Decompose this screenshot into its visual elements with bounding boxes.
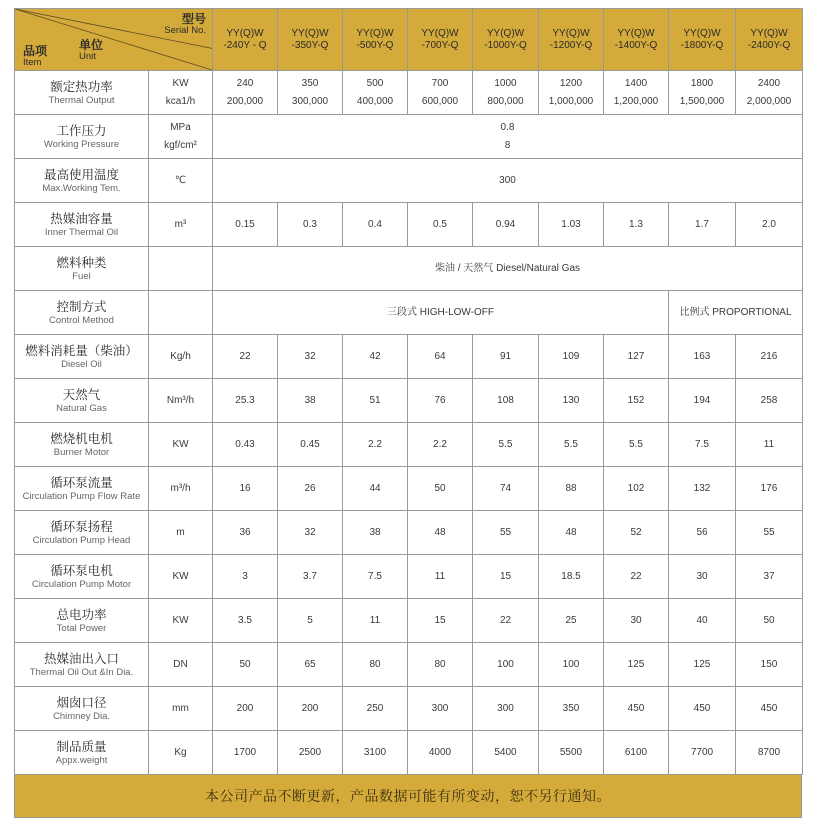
unit-cell: KW xyxy=(149,599,213,643)
value-cell: 32 xyxy=(278,511,343,555)
value-cell: 300 xyxy=(473,687,539,731)
spec-row xyxy=(15,379,803,423)
value-cell: 26 xyxy=(278,467,343,511)
value-cell: 44 xyxy=(343,467,408,511)
value-cell: 36 xyxy=(213,511,278,555)
value-cell: 48 xyxy=(539,511,604,555)
value-cell: 55 xyxy=(473,511,539,555)
unit-cell: m³/h xyxy=(149,467,213,511)
value-cell: 6100 xyxy=(604,731,669,775)
value-cell: 240 200,000 xyxy=(213,71,278,115)
model-header-7: YY(Q)W -1400Y-Q xyxy=(604,9,669,71)
model-header-8: YY(Q)W -1800Y-Q xyxy=(669,9,736,71)
value-cell: 250 xyxy=(343,687,408,731)
item-name-cell: 热媒油出入口 Thermal Oil Out &In Dia. xyxy=(15,643,149,687)
value-cell: 100 xyxy=(539,643,604,687)
unit-cell: mm xyxy=(149,687,213,731)
value-cell: 32 xyxy=(278,335,343,379)
value-cell: 2500 xyxy=(278,731,343,775)
header-row xyxy=(15,9,803,71)
value-cell: 500 400,000 xyxy=(343,71,408,115)
value-cell: 91 xyxy=(473,335,539,379)
value-cell: 1.7 xyxy=(669,203,736,247)
value-cell: 350 300,000 xyxy=(278,71,343,115)
value-cell: 5400 xyxy=(473,731,539,775)
value-cell: 132 xyxy=(669,467,736,511)
value-cell: 125 xyxy=(604,643,669,687)
value-cell: 25 xyxy=(539,599,604,643)
value-cell: 7.5 xyxy=(343,555,408,599)
value-cell: 216 xyxy=(736,335,803,379)
value-cell: 38 xyxy=(343,511,408,555)
value-cell: 5 xyxy=(278,599,343,643)
value-cell: 300 xyxy=(408,687,473,731)
value-cell: 194 xyxy=(669,379,736,423)
merged-value-cell: 柴油 / 天然气 Diesel/Natural Gas xyxy=(213,247,803,291)
value-cell: 1.03 xyxy=(539,203,604,247)
item-name-cell: 额定热功率 Thermal Output xyxy=(15,71,149,115)
model-header-9: YY(Q)W -2400Y-Q xyxy=(736,9,803,71)
spec-row xyxy=(15,71,803,115)
value-cell: 16 xyxy=(213,467,278,511)
spec-row xyxy=(15,687,803,731)
item-name-cell: 燃料消耗量（柴油） Diesel Oil xyxy=(15,335,149,379)
item-name-cell: 天然气 Natural Gas xyxy=(15,379,149,423)
item-name-cell: 燃烧机电机 Burner Motor xyxy=(15,423,149,467)
value-cell: 130 xyxy=(539,379,604,423)
value-cell: 0.3 xyxy=(278,203,343,247)
value-cell: 5500 xyxy=(539,731,604,775)
footer-notice: 本公司产品不断更新，产品数据可能有所变动，恕不另行通知。 xyxy=(14,774,802,818)
spec-row xyxy=(15,643,803,687)
model-header-4: YY(Q)W -700Y-Q xyxy=(408,9,473,71)
value-cell: 102 xyxy=(604,467,669,511)
unit-cell xyxy=(149,247,213,291)
unit-cell: Nm³/h xyxy=(149,379,213,423)
value-cell: 2.0 xyxy=(736,203,803,247)
unit-cell: MPa kgf/cm² xyxy=(149,115,213,159)
model-header-2: YY(Q)W -350Y-Q xyxy=(278,9,343,71)
value-cell: 2400 2,000,000 xyxy=(736,71,803,115)
value-cell: 30 xyxy=(669,555,736,599)
spec-row xyxy=(15,115,803,159)
item-label: 品项 Item xyxy=(23,44,48,68)
value-cell: 152 xyxy=(604,379,669,423)
model-header-3: YY(Q)W -500Y-Q xyxy=(343,9,408,71)
value-cell: 0.5 xyxy=(408,203,473,247)
spec-row xyxy=(15,203,803,247)
value-cell: 22 xyxy=(473,599,539,643)
value-cell: 150 xyxy=(736,643,803,687)
value-cell: 50 xyxy=(736,599,803,643)
value-cell: 127 xyxy=(604,335,669,379)
unit-label: 单位 Unit xyxy=(79,38,104,62)
model-header-6: YY(Q)W -1200Y-Q xyxy=(539,9,604,71)
value-cell: 1800 1,500,000 xyxy=(669,71,736,115)
value-cell: 40 xyxy=(669,599,736,643)
item-name-cell: 循环泵扬程 Circulation Pump Head xyxy=(15,511,149,555)
value-cell: 450 xyxy=(604,687,669,731)
item-name-cell: 烟囱口径 Chimney Dia. xyxy=(15,687,149,731)
value-cell: 88 xyxy=(539,467,604,511)
value-cell: 0.94 xyxy=(473,203,539,247)
value-cell: 18.5 xyxy=(539,555,604,599)
unit-cell: m³ xyxy=(149,203,213,247)
value-cell: 52 xyxy=(604,511,669,555)
value-cell: 74 xyxy=(473,467,539,511)
value-cell: 1200 1,000,000 xyxy=(539,71,604,115)
merged-value-cell: 300 xyxy=(213,159,803,203)
value-cell: 8700 xyxy=(736,731,803,775)
control-method-cell: 三段式 HIGH-LOW-OFF xyxy=(213,291,669,335)
control-method-cell: 比例式 PROPORTIONAL xyxy=(669,291,803,335)
value-cell: 1700 xyxy=(213,731,278,775)
spec-row xyxy=(15,291,803,335)
spec-row xyxy=(15,731,803,775)
value-cell: 3100 xyxy=(343,731,408,775)
value-cell: 176 xyxy=(736,467,803,511)
unit-cell: Kg/h xyxy=(149,335,213,379)
value-cell: 37 xyxy=(736,555,803,599)
unit-cell: KW kca1/h xyxy=(149,71,213,115)
value-cell: 1000 800,000 xyxy=(473,71,539,115)
merged-value-cell: 0.8 8 xyxy=(213,115,803,159)
value-cell: 1.3 xyxy=(604,203,669,247)
value-cell: 11 xyxy=(736,423,803,467)
value-cell: 42 xyxy=(343,335,408,379)
value-cell: 64 xyxy=(408,335,473,379)
value-cell: 100 xyxy=(473,643,539,687)
value-cell: 108 xyxy=(473,379,539,423)
value-cell: 50 xyxy=(408,467,473,511)
value-cell: 450 xyxy=(669,687,736,731)
unit-cell: KW xyxy=(149,423,213,467)
value-cell: 76 xyxy=(408,379,473,423)
value-cell: 125 xyxy=(669,643,736,687)
value-cell: 258 xyxy=(736,379,803,423)
value-cell: 30 xyxy=(604,599,669,643)
value-cell: 450 xyxy=(736,687,803,731)
value-cell: 3 xyxy=(213,555,278,599)
value-cell: 3.5 xyxy=(213,599,278,643)
value-cell: 51 xyxy=(343,379,408,423)
value-cell: 80 xyxy=(343,643,408,687)
model-header-1: YY(Q)W -240Y - Q xyxy=(213,9,278,71)
value-cell: 22 xyxy=(213,335,278,379)
spec-row xyxy=(15,555,803,599)
value-cell: 200 xyxy=(213,687,278,731)
value-cell: 700 600,000 xyxy=(408,71,473,115)
spec-row xyxy=(15,335,803,379)
value-cell: 1400 1,200,000 xyxy=(604,71,669,115)
spec-row xyxy=(15,511,803,555)
value-cell: 15 xyxy=(473,555,539,599)
item-name-cell: 最高使用温度 Max.Working Tem. xyxy=(15,159,149,203)
model-header-5: YY(Q)W -1000Y-Q xyxy=(473,9,539,71)
unit-cell: ℃ xyxy=(149,159,213,203)
value-cell: 38 xyxy=(278,379,343,423)
unit-cell: Kg xyxy=(149,731,213,775)
value-cell: 5.5 xyxy=(539,423,604,467)
value-cell: 5.5 xyxy=(604,423,669,467)
value-cell: 11 xyxy=(343,599,408,643)
value-cell: 48 xyxy=(408,511,473,555)
value-cell: 22 xyxy=(604,555,669,599)
item-name-cell: 热媒油容量 Inner Thermal Oil xyxy=(15,203,149,247)
value-cell: 11 xyxy=(408,555,473,599)
value-cell: 15 xyxy=(408,599,473,643)
value-cell: 3.7 xyxy=(278,555,343,599)
serial-no-label: 型号 Serial No. xyxy=(164,12,206,36)
spec-row xyxy=(15,423,803,467)
value-cell: 25.3 xyxy=(213,379,278,423)
unit-cell: m xyxy=(149,511,213,555)
value-cell: 0.43 xyxy=(213,423,278,467)
value-cell: 7.5 xyxy=(669,423,736,467)
specification-body xyxy=(15,71,803,775)
value-cell: 65 xyxy=(278,643,343,687)
value-cell: 109 xyxy=(539,335,604,379)
value-cell: 80 xyxy=(408,643,473,687)
unit-cell: KW xyxy=(149,555,213,599)
value-cell: 7700 xyxy=(669,731,736,775)
item-name-cell: 工作压力 Working Pressure xyxy=(15,115,149,159)
value-cell: 0.45 xyxy=(278,423,343,467)
specification-table xyxy=(14,8,803,775)
value-cell: 55 xyxy=(736,511,803,555)
unit-cell: DN xyxy=(149,643,213,687)
value-cell: 350 xyxy=(539,687,604,731)
value-cell: 56 xyxy=(669,511,736,555)
unit-cell xyxy=(149,291,213,335)
value-cell: 5.5 xyxy=(473,423,539,467)
value-cell: 200 xyxy=(278,687,343,731)
spec-row xyxy=(15,599,803,643)
value-cell: 163 xyxy=(669,335,736,379)
value-cell: 4000 xyxy=(408,731,473,775)
item-name-cell: 总电功率 Total Power xyxy=(15,599,149,643)
item-name-cell: 控制方式 Control Method xyxy=(15,291,149,335)
value-cell: 50 xyxy=(213,643,278,687)
spec-row xyxy=(15,247,803,291)
value-cell: 2.2 xyxy=(408,423,473,467)
spec-row xyxy=(15,159,803,203)
item-name-cell: 制品质量 Appx.weight xyxy=(15,731,149,775)
item-name-cell: 循环泵流量 Circulation Pump Flow Rate xyxy=(15,467,149,511)
value-cell: 0.4 xyxy=(343,203,408,247)
value-cell: 2.2 xyxy=(343,423,408,467)
item-name-cell: 燃料种类 Fuel xyxy=(15,247,149,291)
header-corner-cell xyxy=(15,9,213,71)
value-cell: 0.15 xyxy=(213,203,278,247)
item-name-cell: 循环泵电机 Circulation Pump Motor xyxy=(15,555,149,599)
spec-row xyxy=(15,467,803,511)
